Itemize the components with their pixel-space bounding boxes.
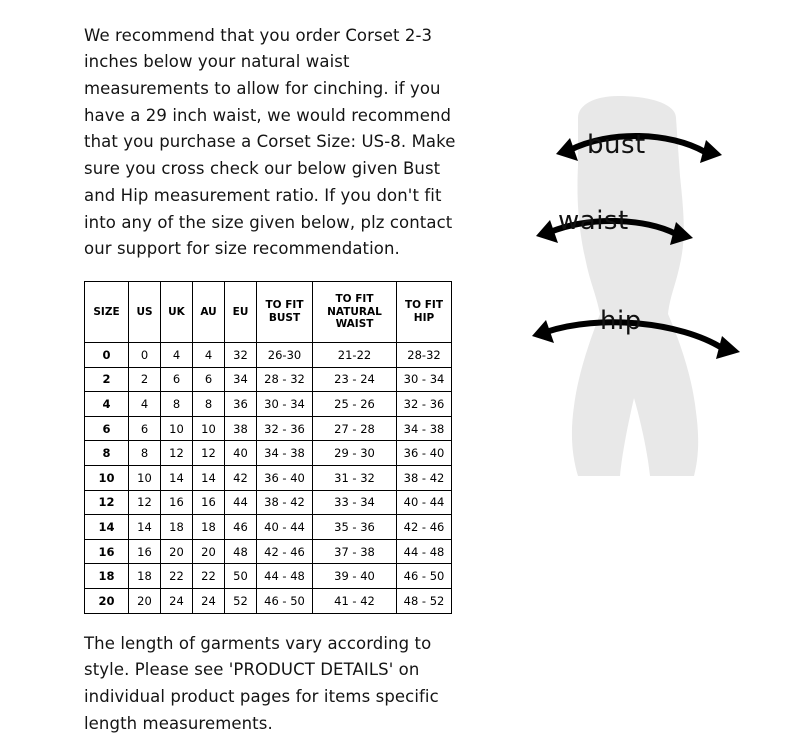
cell-uk: 10 — [161, 416, 193, 441]
cell-size: 20 — [85, 588, 129, 613]
cell-size: 14 — [85, 515, 129, 540]
table-row — [85, 416, 452, 441]
column-header-size: SIZE — [85, 281, 129, 342]
cell-hip: 40 - 44 — [397, 490, 452, 515]
cell-natural-waist: 37 - 38 — [313, 539, 397, 564]
cell-au: 8 — [193, 392, 225, 417]
cell-au: 24 — [193, 588, 225, 613]
outro-paragraph: The length of garments vary according to style. Please see 'PRODUCT DETAILS' on individual product pages for items specific length measurements. — [84, 633, 439, 733]
table-row — [85, 342, 452, 367]
cell-us: 18 — [129, 564, 161, 589]
table-row — [85, 441, 452, 466]
size-chart-table — [84, 281, 452, 614]
cell-bust: 36 - 40 — [257, 465, 313, 490]
intro-paragraph: We recommend that you order Corset 2-3 inches below your natural waist measurements to allow for cinching. if you have a 29 inch waist, we would recommend that you purchase a Corset Size: US-8. Make sure you cross check our below given Bust and Hip measurement ratio. If you don't fit into any of the size given below, plz contact our support for size recommendation. — [84, 25, 456, 259]
cell-natural-waist: 35 - 36 — [313, 515, 397, 540]
cell-au: 6 — [193, 367, 225, 392]
cell-bust: 46 - 50 — [257, 588, 313, 613]
cell-us: 0 — [129, 342, 161, 367]
cell-hip: 48 - 52 — [397, 588, 452, 613]
cell-natural-waist: 27 - 28 — [313, 416, 397, 441]
cell-uk: 6 — [161, 367, 193, 392]
cell-hip: 34 - 38 — [397, 416, 452, 441]
cell-eu: 48 — [225, 539, 257, 564]
cell-size: 10 — [85, 465, 129, 490]
cell-au: 10 — [193, 416, 225, 441]
table-row — [85, 515, 452, 540]
cell-hip: 30 - 34 — [397, 367, 452, 392]
cell-bust: 28 - 32 — [257, 367, 313, 392]
cell-uk: 4 — [161, 342, 193, 367]
cell-us: 2 — [129, 367, 161, 392]
label-hip: hip — [600, 306, 642, 336]
table-row — [85, 392, 452, 417]
mannequin-svg — [500, 56, 790, 526]
cell-us: 16 — [129, 539, 161, 564]
table-header — [85, 281, 452, 342]
cell-size: 16 — [85, 539, 129, 564]
cell-hip: 46 - 50 — [397, 564, 452, 589]
cell-au: 12 — [193, 441, 225, 466]
cell-bust: 44 - 48 — [257, 564, 313, 589]
cell-uk: 18 — [161, 515, 193, 540]
cell-eu: 32 — [225, 342, 257, 367]
cell-us: 10 — [129, 465, 161, 490]
cell-natural-waist: 31 - 32 — [313, 465, 397, 490]
cell-eu: 38 — [225, 416, 257, 441]
cell-uk: 12 — [161, 441, 193, 466]
cell-eu: 42 — [225, 465, 257, 490]
cell-us: 20 — [129, 588, 161, 613]
cell-size: 18 — [85, 564, 129, 589]
cell-hip: 28-32 — [397, 342, 452, 367]
cell-uk: 14 — [161, 465, 193, 490]
cell-natural-waist: 21-22 — [313, 342, 397, 367]
cell-size: 2 — [85, 367, 129, 392]
column-header-hip: TO FIT HIP — [397, 281, 452, 342]
table-row — [85, 367, 452, 392]
cell-au: 16 — [193, 490, 225, 515]
cell-size: 4 — [85, 392, 129, 417]
text-and-table-column — [84, 6, 484, 754]
body-measurement-illustration — [500, 56, 790, 526]
cell-eu: 46 — [225, 515, 257, 540]
table-row — [85, 539, 452, 564]
table-row — [85, 465, 452, 490]
cell-eu: 50 — [225, 564, 257, 589]
cell-size: 0 — [85, 342, 129, 367]
cell-hip: 42 - 46 — [397, 515, 452, 540]
cell-us: 6 — [129, 416, 161, 441]
cell-au: 14 — [193, 465, 225, 490]
cell-size: 6 — [85, 416, 129, 441]
cell-eu: 44 — [225, 490, 257, 515]
table-header-row — [85, 281, 452, 342]
cell-us: 8 — [129, 441, 161, 466]
column-header-eu: EU — [225, 281, 257, 342]
cell-bust: 30 - 34 — [257, 392, 313, 417]
cell-bust: 34 - 38 — [257, 441, 313, 466]
cell-hip: 32 - 36 — [397, 392, 452, 417]
cell-us: 4 — [129, 392, 161, 417]
cell-uk: 20 — [161, 539, 193, 564]
label-bust: bust — [587, 130, 646, 160]
column-header-us: US — [129, 281, 161, 342]
cell-uk: 24 — [161, 588, 193, 613]
cell-hip: 36 - 40 — [397, 441, 452, 466]
cell-eu: 52 — [225, 588, 257, 613]
table-row — [85, 490, 452, 515]
cell-uk: 16 — [161, 490, 193, 515]
table-row — [85, 588, 452, 613]
cell-natural-waist: 25 - 26 — [313, 392, 397, 417]
column-header-uk: UK — [161, 281, 193, 342]
cell-bust: 32 - 36 — [257, 416, 313, 441]
cell-au: 20 — [193, 539, 225, 564]
cell-bust: 26-30 — [257, 342, 313, 367]
size-table-wrapper — [84, 281, 451, 614]
cell-hip: 44 - 48 — [397, 539, 452, 564]
cell-bust: 40 - 44 — [257, 515, 313, 540]
cell-eu: 34 — [225, 367, 257, 392]
cell-uk: 22 — [161, 564, 193, 589]
column-header-bust: TO FIT BUST — [257, 281, 313, 342]
cell-uk: 8 — [161, 392, 193, 417]
column-header-au: AU — [193, 281, 225, 342]
cell-us: 14 — [129, 515, 161, 540]
cell-natural-waist: 41 - 42 — [313, 588, 397, 613]
cell-us: 12 — [129, 490, 161, 515]
table-row — [85, 564, 452, 589]
cell-natural-waist: 29 - 30 — [313, 441, 397, 466]
cell-size: 8 — [85, 441, 129, 466]
column-header-natural-waist: TO FIT NATURAL WAIST — [313, 281, 397, 342]
cell-eu: 40 — [225, 441, 257, 466]
cell-size: 12 — [85, 490, 129, 515]
cell-natural-waist: 33 - 34 — [313, 490, 397, 515]
cell-bust: 38 - 42 — [257, 490, 313, 515]
cell-hip: 38 - 42 — [397, 465, 452, 490]
cell-natural-waist: 39 - 40 — [313, 564, 397, 589]
cell-au: 4 — [193, 342, 225, 367]
cell-natural-waist: 23 - 24 — [313, 367, 397, 392]
cell-eu: 36 — [225, 392, 257, 417]
cell-au: 22 — [193, 564, 225, 589]
table-body — [85, 342, 452, 613]
label-waist: waist — [558, 206, 629, 236]
cell-bust: 42 - 46 — [257, 539, 313, 564]
cell-au: 18 — [193, 515, 225, 540]
